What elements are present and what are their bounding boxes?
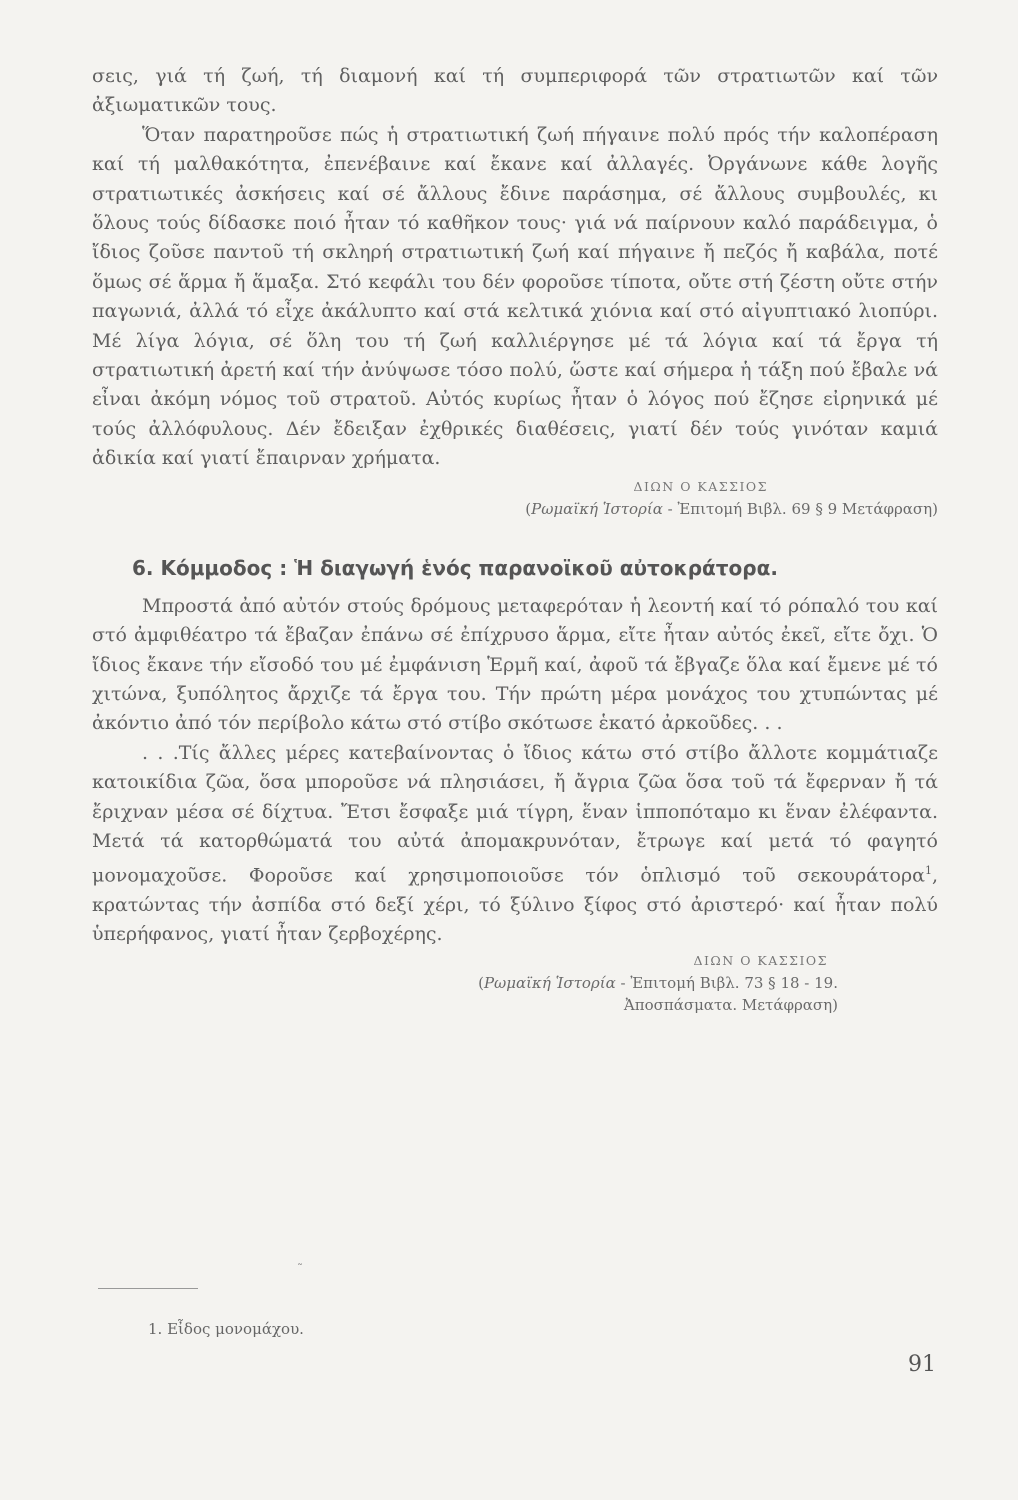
section1-reference: (Ρωμαϊκή Ἱστορία - Ἐπιτομή Βιβλ. 69 § 9 Μετάφραση) [525, 499, 938, 518]
section2-reference-line2: Ἀποσπάσματα. Μετάφραση) [623, 995, 838, 1014]
section2-ref-detail: - Ἐπιτομή Βιβλ. 73 § 18 - 19. [615, 973, 838, 992]
footnote-rule [98, 1288, 198, 1289]
footnote: 1. Εἶδος μονομάχου. [148, 1320, 304, 1338]
section2-reference: (Ρωμαϊκή Ἱστορία - Ἐπιτομή Βιβλ. 73 § 18 - 19. [478, 973, 838, 992]
section1-paragraph2: Ὅταν παρατηροῦσε πώς ἡ στρατιωτική ζωή πήγαινε πολύ πρός τήν καλοπέραση καί τή μαλθακότητα, ἐπενέβαινε καί ἔκανε καί ἀλλαγές. Ὀργάνωνε κάθε λογῆς στρατιωτικές ἀσκήσεις καί σέ ἄλλους ἔδινε παράσημα, σέ ἄλλους συμβουλές, κι ὅλους τούς δίδασκε ποιό ἦταν τό καθῆκον τους· γιά νά παίρνουν καλό παράδειγμα, ὁ ἴδιος ζοῦσε παντοῦ τή σκληρή στρατιωτική ζωή καί πήγαινε ἤ πεζός ἤ καβάλα, ποτέ ὅμως σέ ἅρμα ἤ ἅμαξα. Στό κεφάλι του δέν φοροῦσε τίποτα, οὔτε στή ζέστη οὔτε στήν παγωνιά, ἀλλά τό εἶχε ἀκάλυπτο καί στά κελτικά χιόνια καί στό αἰγυπτιακό λιοπύρι. Μέ λίγα λόγια, σέ ὅλη του τή ζωή καλλιέργησε μέ τά λόγια καί τά ἔργα τή στρατιωτική ἀρετή καί τήν ἀνύψωσε τόσο πολύ, ὥστε καί σήμερα ἡ τάξη πού ἔβαλε νά εἶναι ἀκόμη νόμος τοῦ στρατοῦ. Αὐτός κυρίως ἦταν ὁ λόγος πού ἔζησε εἰρηνικά μέ τούς ἀλλόφυλους. Δέν ἔδειξαν ἐχθρικές διαθέσεις, γιατί δέν τούς γινόταν καμιά ἀδικία καί γιατί ἔπαιρναν χρήματα. [92, 123, 938, 470]
footnote-marker: 1 [924, 864, 932, 878]
page-number: 91 [908, 1352, 936, 1377]
stray-mark: ˜ [297, 1262, 303, 1276]
section2-paragraph1: Μπροστά ἀπό αὐτόν στούς δρόμους μεταφερόταν ἡ λεοντή καί τό ρόπαλό του καί στό ἀμφιθέατρο τά ἔβαζαν ἐπάνω σέ ἐπίχρυσο ἅρμα, εἴτε ἦταν αὐτός ἐκεῖ, εἴτε ὄχι. Ὁ ἴδιος ἔκανε τήν εἴσοδό του μέ ἐμφάνιση Ἑρμῆ καί, ἀφοῦ τά ἔβγαζε ὅλα καί ἔμενε μέ τό χιτώνα, ξυπόλητος ἄρχιζε τά ἔργα του. Τήν πρώτη μέρα μονάχος του χτυπώντας μέ ἀκόντιο ἀπό τόν περίβολο κάτω στό στίβο σκότωσε ἑκατό ἀρκοῦδες. . . [92, 594, 938, 735]
section2-author: ΔΙΩΝ Ο ΚΑΣΣΙΟΣ [693, 952, 828, 968]
section1-source [92, 476, 938, 520]
section1-ref-title: Ρωμαϊκή Ἱστορία [531, 499, 663, 518]
section2-paragraph2 [92, 739, 938, 950]
section2-ref-title: Ρωμαϊκή Ἱστορία [483, 973, 616, 992]
section1-ref-detail: - Ἐπιτομή Βιβλ. 69 § 9 Μετάφραση [662, 499, 933, 518]
section2-paragraph2-text: . . .Τίς ἄλλες μέρες κατεβαίνοντας ὁ ἴδιος κάτω στό στίβο ἄλλοτε κομμάτιαζε κατοικίδια ζῶα, ὅσα μποροῦσε νά πλησιάσει, ἤ ἄγρια ζῶα ὅσα τοῦ τά ἔφερναν ἤ τά ἔριχναν μέσα σέ δίχτυα. Ἔτσι ἔσφαξε μιά τίγρη, ἕναν ἱπποπόταμο κι ἕναν ἐλέφαντα. Μετά τά κατορθώματά του αὐτά ἀπομακρυνόταν, ἔτρωγε καί μετά τό φαγητό μονομαχοῦσε. Φοροῦσε καί χρησιμοποιοῦσε τόν ὁπλισμό τοῦ σεκουράτορα [92, 741, 938, 887]
section2-heading: 6. Κόμμοδος : Ἡ διαγωγή ἑνός παρανοϊκοῦ αὐτοκράτορα. [132, 555, 778, 580]
section1-author: ΔΙΩΝ Ο ΚΑΣΣΙΟΣ [633, 478, 768, 494]
page-body [92, 62, 938, 1016]
section2-source [92, 950, 938, 1016]
section2-paragraph2-text-end: , κρατώντας τήν ἀσπίδα στό δεξί χέρι, τό ξύλινο ξίφος στό ἀριστερό· καί ἦταν πολύ ὑπερήφανος, γιατί ἦταν ζερβοχέρης. [92, 864, 938, 946]
section1-paragraph1: σεις, γιά τή ζωή, τή διαμονή καί τή συμπεριφορά τῶν στρατιωτῶν καί τῶν ἀξιωματικῶν τους. [92, 65, 938, 117]
